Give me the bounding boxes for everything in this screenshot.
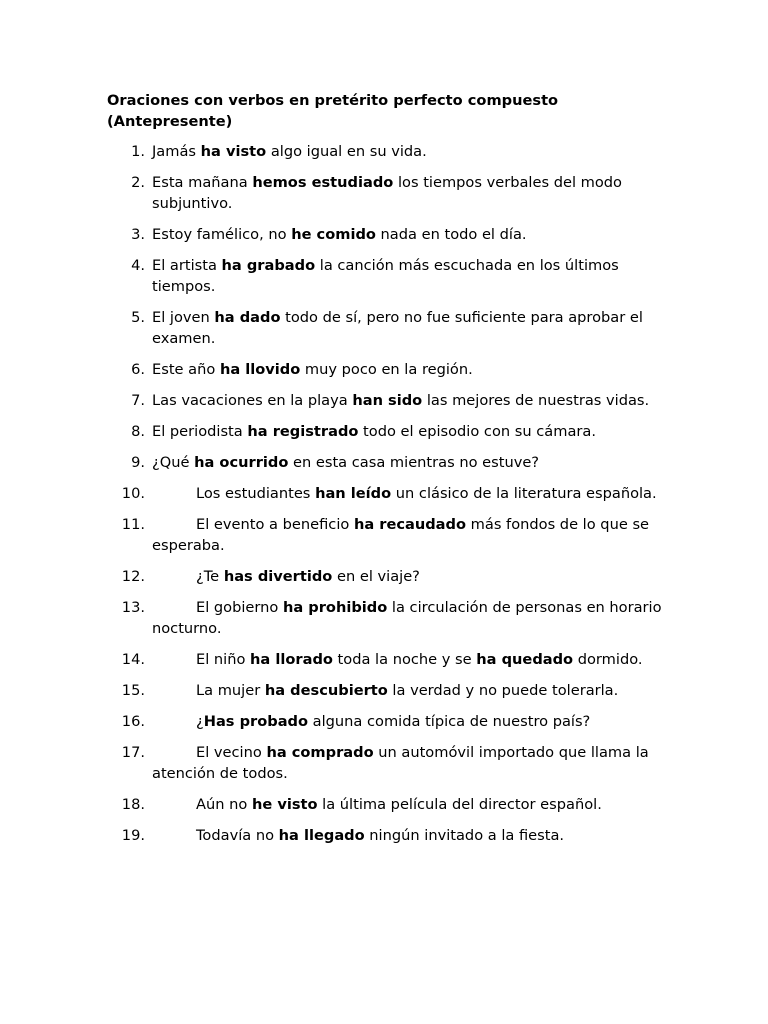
sentence-text: la última película del director español. bbox=[317, 796, 602, 813]
sentence-text: Todavía no bbox=[196, 827, 279, 844]
sentence-item-8 bbox=[107, 421, 667, 442]
sentence-number: 15. bbox=[121, 682, 145, 699]
sentence-number: 7. bbox=[131, 392, 145, 409]
sentence-verb: he visto bbox=[251, 796, 318, 813]
sentence-item-14 bbox=[107, 649, 667, 670]
sentence-text: El artista bbox=[152, 257, 222, 274]
sentence-item-9 bbox=[107, 452, 667, 473]
sentence-text: todo el episodio con su cámara. bbox=[358, 423, 596, 440]
sentence-verb: hemos estudiado bbox=[252, 174, 394, 191]
sentence-verb: ha quedado bbox=[476, 651, 574, 668]
sentence-text: El evento a beneficio bbox=[196, 516, 354, 533]
sentence-text: ningún invitado a la fiesta. bbox=[364, 827, 565, 844]
sentence-text: Las vacaciones en la playa bbox=[152, 392, 353, 409]
sentence-text: El vecino bbox=[196, 744, 267, 761]
sentence-number: 12. bbox=[121, 568, 145, 585]
sentence-item-5 bbox=[107, 307, 667, 349]
sentence-text: Aún no bbox=[196, 796, 252, 813]
sentence-number: 3. bbox=[131, 226, 145, 243]
sentence-verb: ha grabado bbox=[221, 257, 316, 274]
sentence-item-10 bbox=[107, 483, 667, 504]
sentence-number: 14. bbox=[121, 651, 145, 668]
sentence-verb: ha llovido bbox=[219, 361, 301, 378]
sentence-text: los tiempos verbales del modo subjuntivo. bbox=[152, 174, 622, 212]
sentence-text: Los estudiantes bbox=[196, 485, 316, 502]
sentence-number: 19. bbox=[121, 827, 145, 844]
sentence-verb: Has probado bbox=[203, 713, 309, 730]
sentence-text: un clásico de la literatura española. bbox=[391, 485, 657, 502]
sentence-text: Estoy famélico, no bbox=[152, 226, 292, 243]
sentence-text: El periodista bbox=[152, 423, 248, 440]
sentence-text: El gobierno bbox=[196, 599, 283, 616]
sentence-verb: han leído bbox=[315, 485, 392, 502]
sentence-item-16 bbox=[107, 711, 667, 732]
sentence-item-15 bbox=[107, 680, 667, 701]
sentence-item-12 bbox=[107, 566, 667, 587]
sentence-number: 16. bbox=[121, 713, 145, 730]
document-title: Oraciones con verbos en pretérito perfecto compuesto (Antepresente) bbox=[107, 92, 559, 130]
sentence-item-18 bbox=[107, 794, 667, 815]
sentence-text: más fondos de lo que se esperaba. bbox=[152, 516, 650, 554]
sentence-text: la canción más escuchada en los últimos tiempos. bbox=[152, 257, 619, 295]
sentence-item-13 bbox=[107, 597, 667, 639]
sentence-number: 9. bbox=[131, 454, 145, 471]
sentence-text: Esta mañana bbox=[152, 174, 253, 191]
sentence-item-3 bbox=[107, 224, 667, 245]
sentence-verb: he comido bbox=[291, 226, 376, 243]
sentence-text: dormido. bbox=[573, 651, 643, 668]
sentence-list bbox=[107, 141, 667, 846]
sentence-text: en el viaje? bbox=[332, 568, 420, 585]
sentence-text: alguna comida típica de nuestro país? bbox=[308, 713, 591, 730]
sentence-verb: ha recaudado bbox=[353, 516, 467, 533]
document-page bbox=[107, 90, 667, 856]
sentence-text: La mujer bbox=[196, 682, 265, 699]
sentence-number: 5. bbox=[131, 309, 145, 326]
sentence-verb: ha visto bbox=[200, 143, 267, 160]
sentence-item-11 bbox=[107, 514, 667, 556]
sentence-text: todo de sí, pero no fue suficiente para aprobar el examen. bbox=[152, 309, 643, 347]
sentence-text: ¿Te bbox=[196, 568, 224, 585]
sentence-text: la verdad y no puede tolerarla. bbox=[387, 682, 619, 699]
sentence-number: 2. bbox=[131, 174, 145, 191]
sentence-text: nada en todo el día. bbox=[375, 226, 527, 243]
sentence-number: 6. bbox=[131, 361, 145, 378]
sentence-text: las mejores de nuestras vidas. bbox=[422, 392, 650, 409]
sentence-verb: han sido bbox=[352, 392, 423, 409]
sentence-text: El niño bbox=[196, 651, 251, 668]
sentence-text: ¿Qué bbox=[152, 454, 195, 471]
sentence-item-1 bbox=[107, 141, 667, 162]
sentence-text: la circulación de personas en horario nocturno. bbox=[152, 599, 662, 637]
sentence-text: en esta casa mientras no estuve? bbox=[288, 454, 540, 471]
sentence-text: un automóvil importado que llama la atención de todos. bbox=[152, 744, 649, 782]
sentence-number: 11. bbox=[121, 516, 145, 533]
sentence-verb: has divertido bbox=[223, 568, 333, 585]
sentence-item-4 bbox=[107, 255, 667, 297]
sentence-number: 13. bbox=[121, 599, 145, 616]
sentence-number: 10. bbox=[121, 485, 145, 502]
sentence-verb: ha registrado bbox=[247, 423, 359, 440]
sentence-text: ¿ bbox=[196, 713, 204, 730]
sentence-number: 4. bbox=[131, 257, 145, 274]
sentence-text: Jamás bbox=[152, 143, 201, 160]
sentence-verb: ha comprado bbox=[266, 744, 374, 761]
sentence-number: 18. bbox=[121, 796, 145, 813]
sentence-verb: ha descubierto bbox=[264, 682, 388, 699]
sentence-text: toda la noche y se bbox=[332, 651, 477, 668]
sentence-item-17 bbox=[107, 742, 667, 784]
sentence-item-6 bbox=[107, 359, 667, 380]
sentence-text: El joven bbox=[152, 309, 215, 326]
sentence-text: algo igual en su vida. bbox=[266, 143, 427, 160]
sentence-text: muy poco en la región. bbox=[300, 361, 473, 378]
sentence-verb: ha ocurrido bbox=[194, 454, 289, 471]
sentence-verb: ha llegado bbox=[278, 827, 365, 844]
sentence-text: Este año bbox=[152, 361, 220, 378]
sentence-item-19 bbox=[107, 825, 667, 846]
sentence-verb: ha prohibido bbox=[282, 599, 388, 616]
sentence-verb: ha dado bbox=[214, 309, 281, 326]
sentence-item-7 bbox=[107, 390, 667, 411]
sentence-number: 8. bbox=[131, 423, 145, 440]
sentence-number: 1. bbox=[131, 143, 145, 160]
sentence-number: 17. bbox=[121, 744, 145, 761]
sentence-verb: ha llorado bbox=[250, 651, 333, 668]
sentence-item-2 bbox=[107, 172, 667, 214]
